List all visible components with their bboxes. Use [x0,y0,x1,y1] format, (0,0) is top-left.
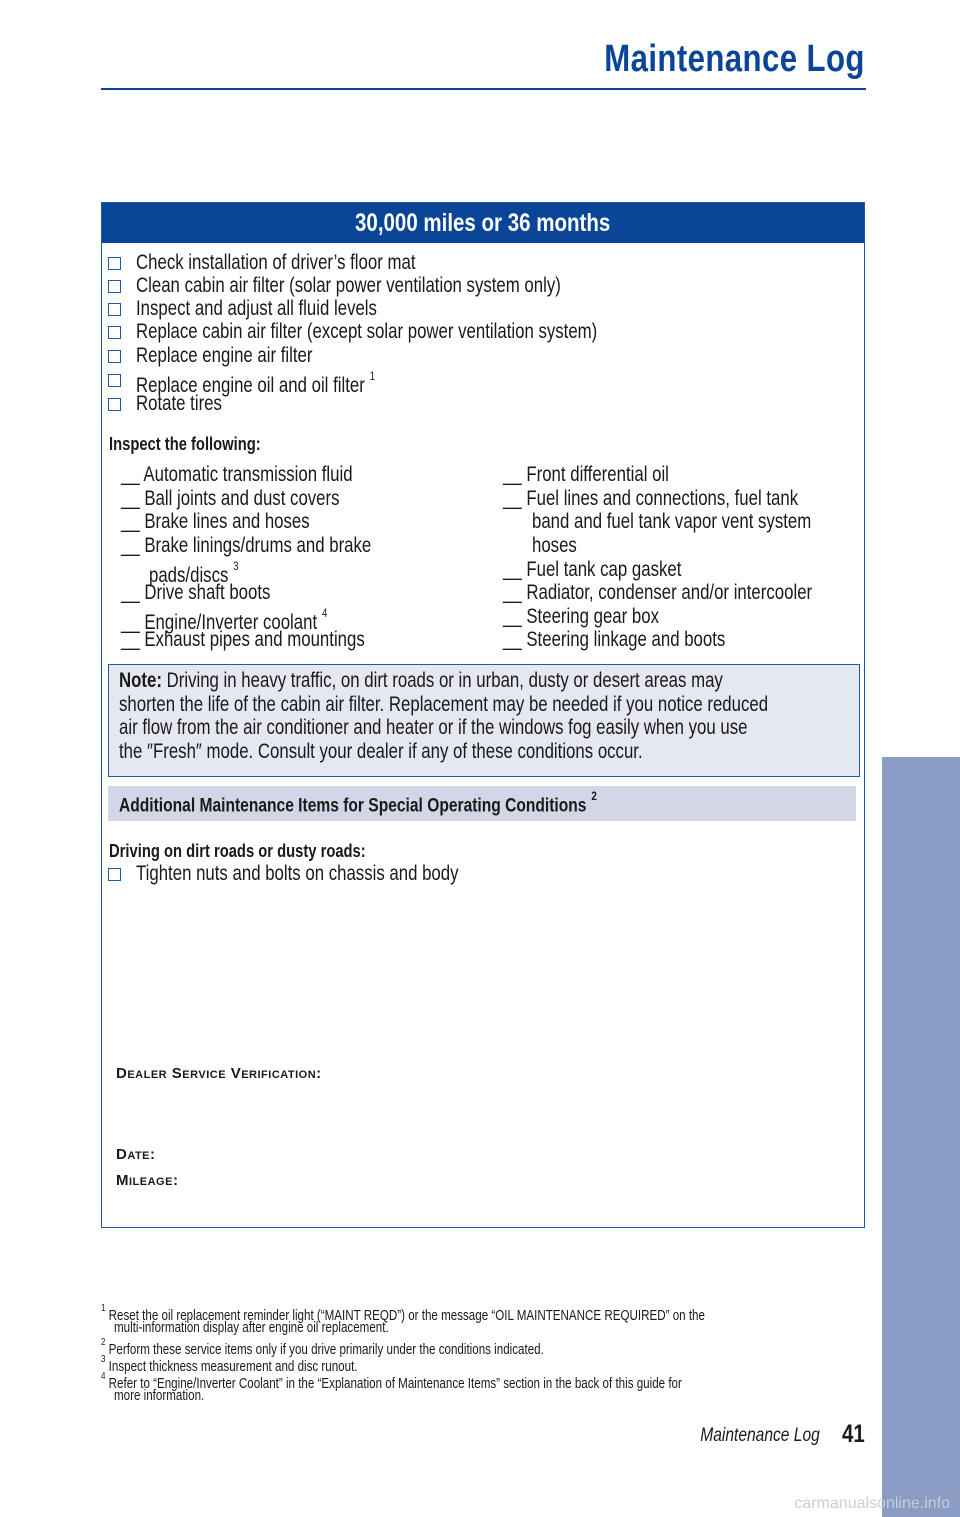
checklist-item-label: Rotate tires [136,392,222,415]
footnote-number: 1 [101,1303,106,1314]
note-line: shorten the life of the cabin air filter. Replacement may be needed if you notice reduced [119,693,769,716]
footnote-continued: multi-information display after engine oil replacement. [114,1320,389,1336]
inspect-item-label: __ Drive shaft boots [121,581,271,604]
inspect-item: __ Radiator, condenser and/or intercooler [503,581,813,604]
checkbox[interactable] [108,280,121,293]
checklist-item-label: Replace engine oil and oil filter [136,374,365,397]
inspect-item: __ Fuel lines and connections, fuel tank [503,487,799,510]
inspect-item-label: __ Ball joints and dust covers [121,487,340,510]
dealer-verification-label: Dealer Service Verification: [116,1065,322,1082]
checklist-item-label: Inspect and adjust all fluid levels [136,297,377,320]
inspect-item-label: __ Brake lines and hoses [121,510,310,533]
inspect-item-continued: band and fuel tank vapor vent system [532,510,812,533]
inspect-item-label: __ Automatic transmission fluid [121,463,353,486]
schedule-title: 30,000 miles or 36 months [355,209,611,237]
inspect-item [121,534,371,558]
inspect-item: __ Fuel tank cap gasket [503,558,682,581]
inspect-item-label: __ Exhaust pipes and mountings [121,628,365,651]
inspect-item [121,581,270,605]
footer-label: Maintenance Log [700,1425,820,1446]
inspect-item [121,510,310,534]
checklist-item-label: Tighten nuts and bolts on chassis and body [136,862,459,885]
checkbox[interactable] [108,398,121,411]
schedule-header [102,203,864,243]
mileage-label: Mileage: [116,1172,179,1189]
checkbox[interactable] [108,350,121,363]
inspect-item [121,487,340,511]
schedule-box [101,202,865,1228]
checklist-item-label: Replace engine air filter [136,344,313,367]
inspect-item: __ Steering linkage and boots [503,628,726,651]
watermark: carmanualsonline.info [794,1495,950,1512]
checklist-item-label: Check installation of driver’s floor mat [136,251,416,274]
checklist-item-label: Clean cabin air filter (solar power ventilation system only) [136,274,561,297]
checkbox[interactable] [108,303,121,316]
inspect-item [121,628,365,652]
footnote-text: Reset the oil replacement reminder light (“MAINT REQD”) or the message “OIL MAINTENANCE REQUIRED” on the [108,1307,705,1324]
note-line [119,669,723,693]
side-tab-label: MAINTENANCE [39,1007,72,1251]
footnote-number: 4 [101,1371,106,1382]
inspect-item [121,463,353,487]
footnote-ref: 3 [233,559,239,573]
inspect-item: __ Front differential oil [503,463,669,486]
note-label: Note: [119,669,162,692]
footnote-number: 3 [101,1354,106,1365]
page-title: Maintenance Log [604,38,865,80]
footnote-text: Refer to “Engine/Inverter Coolant” in the “Explanation of Maintenance Items” section in the back of this guide for [108,1375,682,1392]
checkbox[interactable] [108,257,121,270]
checklist-item-label: Replace cabin air filter (except solar power ventilation system) [136,320,598,343]
note-line: the ″Fresh″ mode. Consult your dealer if any of these conditions occur. [119,740,643,763]
checkbox[interactable] [108,374,121,387]
footnote-ref: 2 [591,789,597,803]
note-box [108,664,860,777]
inspect-item-label: pads/discs [149,564,229,587]
condition-heading: Driving on dirt roads or dusty roads: [109,841,366,861]
checkbox[interactable] [108,868,121,881]
header-divider [101,88,866,90]
note-line: air flow from the air conditioner and heater or if the windows fog easily when you use [119,716,748,739]
inspect-item-label: __ Brake linings/drums and brake [121,534,372,557]
inspect-heading: Inspect the following: [109,434,261,454]
special-conditions-bar [108,786,856,821]
footnote-ref: 1 [369,369,375,383]
inspect-item-continued: hoses [532,534,577,557]
date-label: Date: [116,1146,156,1163]
page-number: 41 [842,1420,865,1448]
side-tab[interactable] [882,757,960,1517]
checkbox[interactable] [108,326,121,339]
footnote-number: 2 [101,1337,106,1348]
note-text: Driving in heavy traffic, on dirt roads or in urban, dusty or desert areas may [166,669,723,692]
inspect-item: __ Steering gear box [503,605,659,628]
inspect-item-label: __ Engine/Inverter coolant [121,611,318,634]
footnote-text: Perform these service items only if you drive primarily under the conditions indicated. [108,1341,544,1358]
footnote-text: Inspect thickness measurement and disc runout. [108,1358,358,1375]
special-conditions-title: Additional Maintenance Items for Special Operating Conditions [119,795,587,817]
footnote-continued: more information. [114,1388,205,1404]
footnote-ref: 4 [321,606,328,620]
